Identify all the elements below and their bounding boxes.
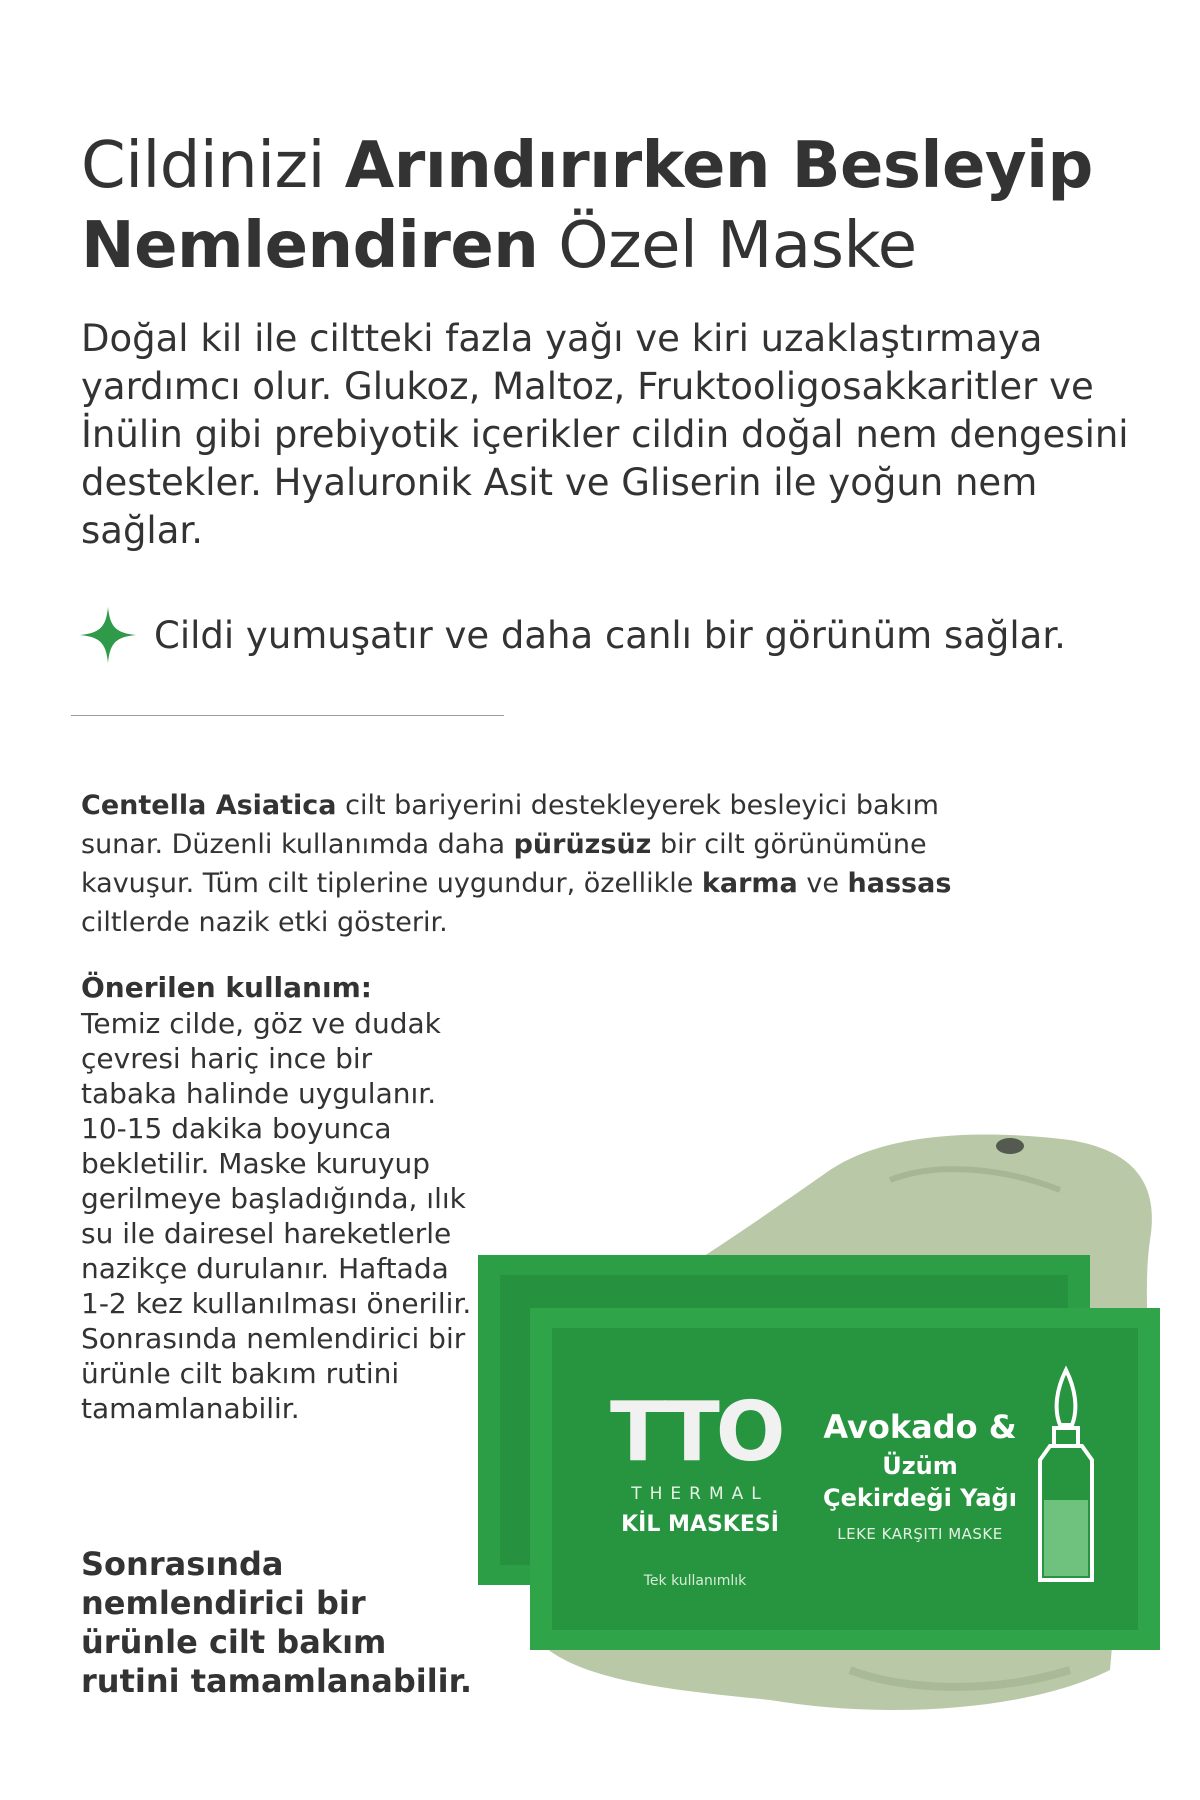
headline-bold: Arındırırken Besleyip Nemlendiren xyxy=(81,129,1093,283)
product-name-rest xyxy=(800,1450,1040,1514)
product-name-line3: Çekirdeği Yağı xyxy=(823,1484,1017,1512)
product-name-line2: Üzüm xyxy=(882,1452,958,1480)
closing-statement: Sonrasında nemlendirici bir ürünle cilt bakım rutini tamamlanabilir. xyxy=(81,1545,473,1700)
lead-paragraph: Doğal kil ile ciltteki fazla yağı ve kiri uzaklaştırmaya yardımcı olur. Glukoz, Maltoz, Fruktooligosakkaritler ve İnülin gibi prebiyotik içerikler cildin doğal nem dengesini destekler. Hyaluronik Asit ve Gliserin ile yoğun nem sağlar. xyxy=(81,317,1129,552)
sparkle-icon xyxy=(80,607,136,663)
smooth-term: pürüzsüz xyxy=(513,829,652,860)
sensitive-term: hassas xyxy=(847,868,952,899)
single-use-label: Tek kullanımlık xyxy=(643,1573,747,1589)
brand-logo: TTO xyxy=(610,1385,782,1480)
feature-item xyxy=(80,607,1160,663)
headline-part3: Özel Maske xyxy=(538,209,917,283)
page-headline xyxy=(81,126,1141,286)
section-divider xyxy=(71,715,504,716)
brand-subline: THERMAL xyxy=(631,1484,769,1504)
product-type: KİL MASKESİ xyxy=(621,1512,779,1537)
usage-title: Önerilen kullanım: xyxy=(81,971,372,1004)
usage-body: Temiz cilde, göz ve dudak çevresi hariç ince bir tabaka halinde uygulanır. 10-15 dakika boyunca bekletilir. Maske kuruyup gerilmeye başladığında, ılık su ile dairesel hareketlerle nazikçe durulanır. Haftada 1-2 kez kullanılması önerilir. Sonrasında nemlendirici bir ürünle cilt bakım rutini tamamlanabilir. xyxy=(81,1007,472,1425)
centella-term: Centella Asiatica xyxy=(81,790,337,821)
centella-paragraph xyxy=(81,786,981,942)
text-span: cilt bariyerini destekleyerek besleyici bakım sunar. Düzenli kullanımda daha xyxy=(81,790,939,860)
text-span: ciltlerde nazik etki gösterir. xyxy=(81,907,448,938)
feature-text: Cildi yumuşatır ve daha canlı bir görünüm sağlar. xyxy=(154,613,1066,657)
product-subtitle: LEKE KARŞITI MASKE xyxy=(837,1525,1003,1543)
product-image xyxy=(470,1110,1180,1730)
headline-part1: Cildinizi xyxy=(81,129,345,203)
product-name-line1: Avokado & xyxy=(823,1408,1017,1446)
text-span: ve xyxy=(797,868,848,899)
combination-term: karma xyxy=(701,868,798,899)
text-span: bir cilt görünümüne kavuşur. Tüm cilt tiplerine uygundur, özellikle xyxy=(81,829,927,899)
